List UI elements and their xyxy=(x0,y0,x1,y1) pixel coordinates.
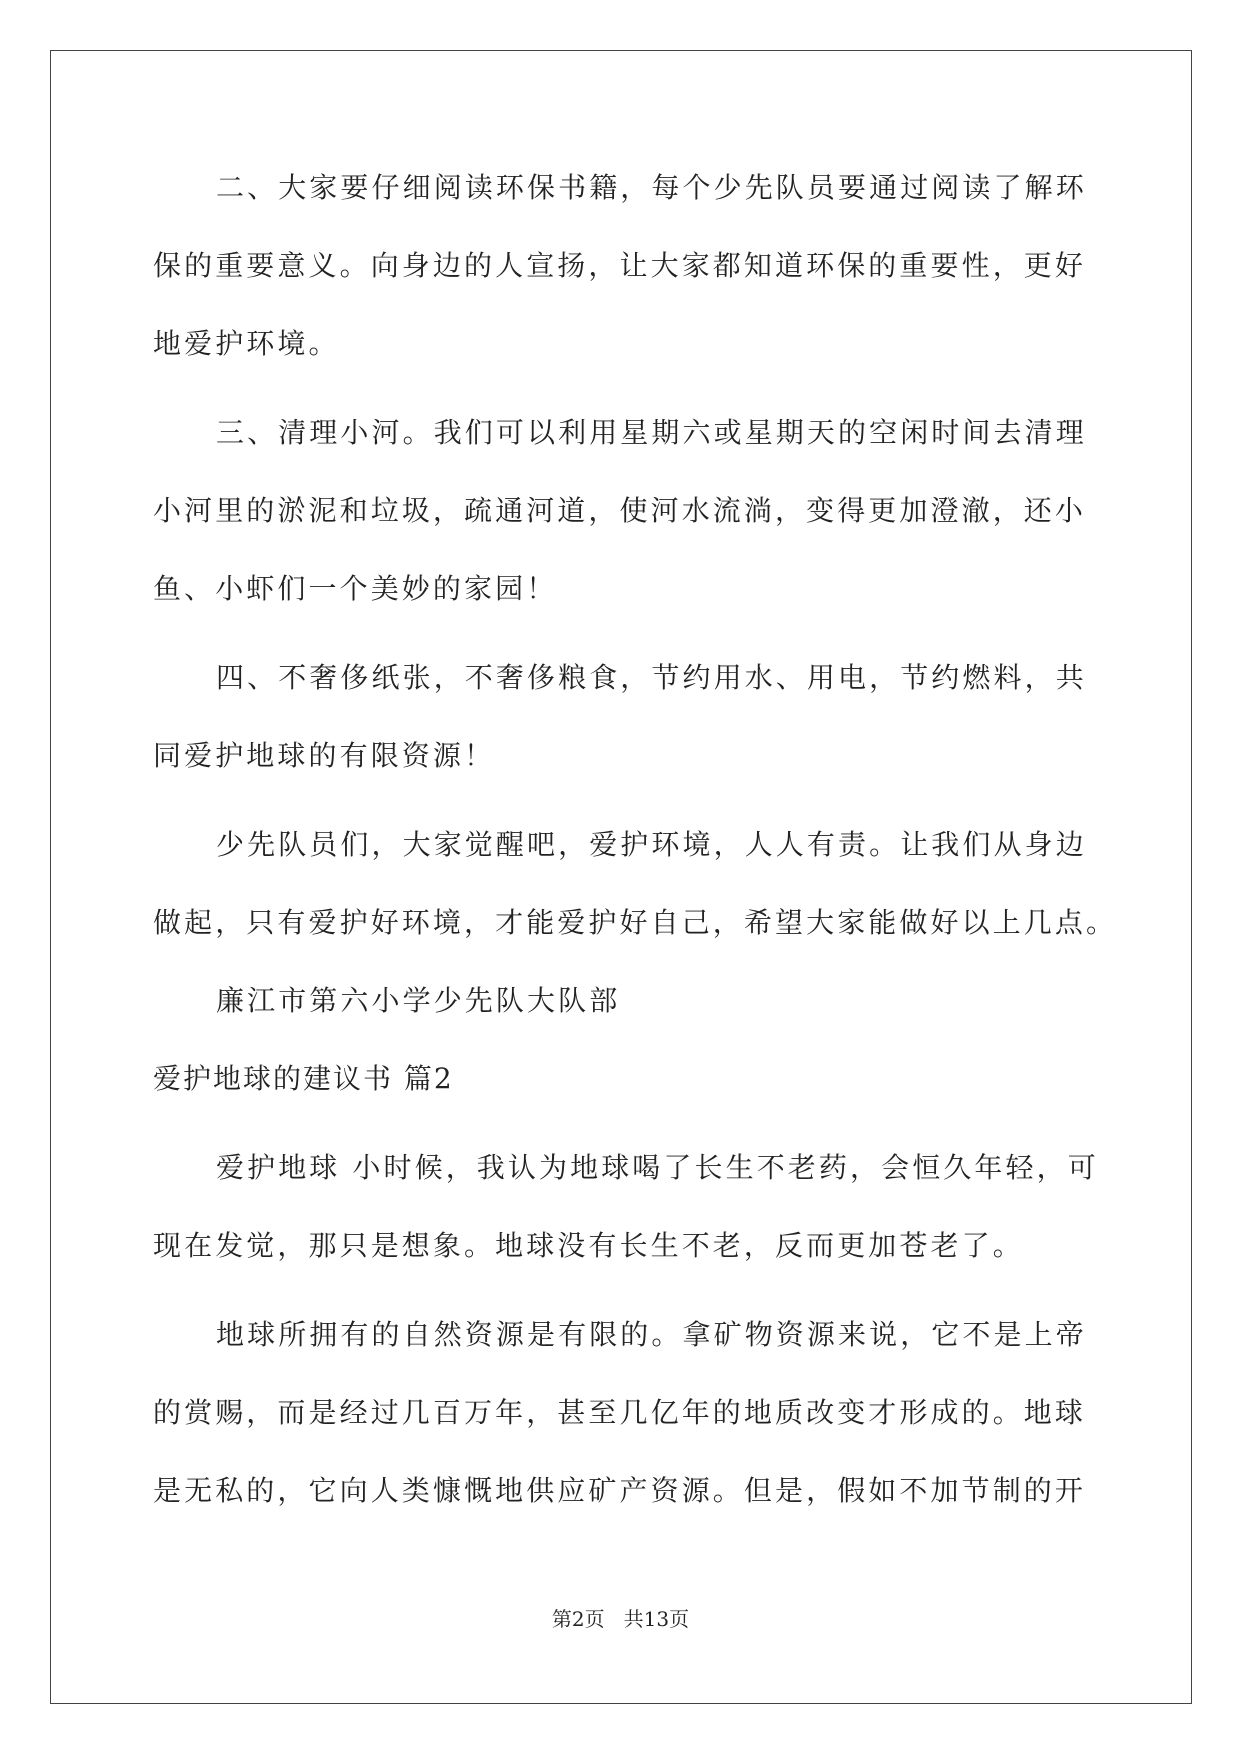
text-line: 地爱护环境。 xyxy=(153,327,340,360)
text-line: 二、大家要仔细阅读环保书籍，每个少先队员要通过阅读了解环 xyxy=(216,171,1087,204)
text-line: 四、不奢侈纸张，不奢侈粮食，节约用水、用电，节约燃料，共 xyxy=(216,661,1087,694)
text-line: 地球所拥有的自然资源是有限的。拿矿物资源来说，它不是上帝 xyxy=(216,1318,1087,1351)
text-line: 的赏赐，而是经过几百万年，甚至几亿年的地质改变才形成的。地球 xyxy=(153,1396,1087,1429)
signature-line: 廉江市第六小学少先队大队部 xyxy=(216,984,621,1017)
text-line: 少先队员们，大家觉醒吧，爱护环境，人人有责。让我们从身边 xyxy=(216,828,1087,861)
section-heading: 爱护地球的建议书 篇2 xyxy=(153,1062,454,1095)
text-line: 现在发觉，那只是想象。地球没有长生不老，反而更加苍老了。 xyxy=(153,1229,1024,1262)
text-line: 鱼、小虾们一个美妙的家园！ xyxy=(153,572,558,605)
text-line: 爱护地球 小时候，我认为地球喝了长生不老药，会恒久年轻，可 xyxy=(216,1151,1099,1184)
text-line: 同爱护地球的有限资源！ xyxy=(153,739,496,772)
text-line: 保的重要意义。向身边的人宣扬，让大家都知道环保的重要性，更好 xyxy=(153,249,1087,282)
text-line: 做起，只有爱护好环境，才能爱护好自己，希望大家能做好以上几点。 xyxy=(153,906,1118,939)
text-line: 三、清理小河。我们可以利用星期六或星期天的空闲时间去清理 xyxy=(216,416,1087,449)
text-line: 是无私的，它向人类慷慨地供应矿产资源。但是，假如不加节制的开 xyxy=(153,1474,1087,1507)
page-border xyxy=(50,50,1192,1704)
text-line: 小河里的淤泥和垃圾，疏通河道，使河水流淌，变得更加澄澈，还小 xyxy=(153,494,1087,527)
page-number: 第2页 共13页 xyxy=(551,1607,690,1631)
